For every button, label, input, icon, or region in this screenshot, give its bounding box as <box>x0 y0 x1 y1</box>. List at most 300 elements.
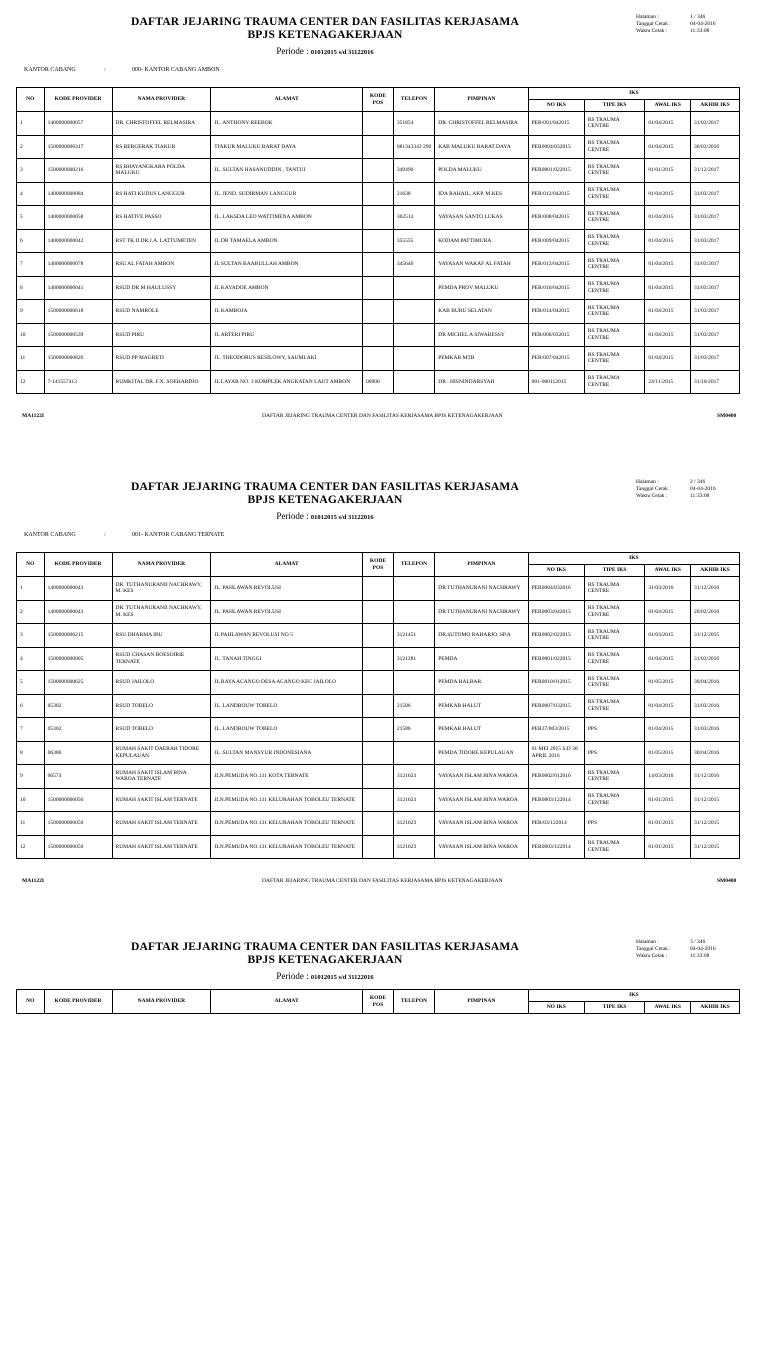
cell-telepon <box>393 276 434 300</box>
cell-no: 7 <box>17 253 45 277</box>
cell-akhir-iks: 31/03/2017 <box>691 347 740 371</box>
kantor-cabang <box>24 67 220 73</box>
kantor-sep: : <box>104 67 106 73</box>
cell-telepon: 21586 <box>393 718 434 742</box>
meta-label-tanggal: Tanggal Cetak : <box>636 946 671 952</box>
cell-kode-provider: 1500000000618 <box>44 300 112 324</box>
cell-kode-provider: 1400000000043 <box>44 577 112 601</box>
cell-telepon: 345646 <box>393 253 434 277</box>
cell-akhir-iks: 31/12/2015 <box>691 812 740 836</box>
header-telepon: TELEPON <box>393 553 434 577</box>
report-page-3 <box>0 925 768 1365</box>
table-row <box>17 206 740 230</box>
header-no: NO <box>17 88 45 112</box>
table-row <box>17 741 740 765</box>
table-row <box>17 694 740 718</box>
cell-kode-provider: 1500000000539 <box>44 323 112 347</box>
cell-nama-provider: RSU AL FATAH AMBON <box>112 253 211 277</box>
table-row <box>17 347 740 371</box>
cell-no-iks: PER0004/032016 <box>528 577 584 601</box>
cell-kode-pos <box>363 718 394 742</box>
cell-no: 9 <box>17 300 45 324</box>
cell-kode-provider: 06574 <box>44 765 112 789</box>
cell-alamat: JL. SULTAN MANSYUR INDONESIANA <box>211 741 363 765</box>
kantor-label: KANTOR CABANG <box>24 67 76 73</box>
cell-alamat: JL LAYAR NO. 3 KOMPLEK ANGKATAN LAUT AMBON <box>211 370 363 394</box>
cell-telepon <box>393 370 434 394</box>
cell-telepon <box>393 600 434 624</box>
cell-no: 9 <box>17 765 45 789</box>
cell-kode-pos <box>363 135 394 159</box>
table-row <box>17 788 740 812</box>
meta-label-waktu: Waktu Cetak : <box>636 953 668 959</box>
cell-awal-iks: 01/03/2015 <box>645 624 691 648</box>
cell-telepon: 21638 <box>393 182 434 206</box>
cell-telepon: 21586 <box>393 694 434 718</box>
cell-akhir-iks: 20/02/2016 <box>691 600 740 624</box>
cell-akhir-iks: 31/03/2017 <box>691 229 740 253</box>
periode-label: Periode : <box>276 511 309 521</box>
cell-alamat: JL. THEODORUS RESILOWY, SAUMLAKI <box>211 347 363 371</box>
cell-pimpinan: KAB MALUKU BARAT DAYA <box>435 135 528 159</box>
cell-tipe-iks: PPS <box>584 812 645 836</box>
cell-pimpinan: YAYASAN ISLAM BINA WAROA <box>435 765 528 789</box>
cell-alamat: JL. LANDBOUW TOBELO <box>211 694 363 718</box>
header-nama: NAMA PROVIDER <box>112 88 211 112</box>
table-row <box>17 647 740 671</box>
cell-telepon: 349490 <box>393 159 434 183</box>
cell-no: 1 <box>17 112 45 136</box>
cell-no-iks: PER0003/122014 <box>528 835 584 859</box>
cell-kode-provider: 1400000000084 <box>44 182 112 206</box>
header-tipe-iks: TIPE IKS <box>584 100 645 112</box>
cell-tipe-iks: RS TRAUMA CENTRE <box>584 370 645 394</box>
table-row <box>17 835 740 859</box>
cell-tipe-iks: RS TRAUMA CENTRE <box>584 647 645 671</box>
footer-title: DAFTAR JEJARING TRAUMA CENTER DAN FASILITAS KERJASAMA BPJS KETENAGAKERJAAN <box>262 413 503 419</box>
cell-tipe-iks: RS TRAUMA CENTRE <box>584 671 645 695</box>
cell-no-iks: PER/007/042015 <box>528 347 584 371</box>
cell-kode-pos <box>363 253 394 277</box>
cell-nama-provider: RUMAH SAKIT ISLAM TERNATE <box>112 788 211 812</box>
cell-pimpinan: YAYASAN ISLAM BINA WAROA <box>435 788 528 812</box>
cell-no-iks: PER0004/032015 <box>528 135 584 159</box>
cell-tipe-iks: PPS <box>584 718 645 742</box>
header-no-iks: NO IKS <box>528 100 584 112</box>
cell-nama-provider: DR. TUTHANURANII NACHRAWY, M. KES <box>112 600 211 624</box>
cell-alamat: JL SULTAN BAABULLAH AMBON <box>211 253 363 277</box>
meta-label-waktu: Waktu Cetak : <box>636 493 668 499</box>
cell-kode-pos <box>363 276 394 300</box>
cell-pimpinan: PEMDA HALBAR <box>435 671 528 695</box>
cell-nama-provider: RS BERGERAK TIAKUR <box>112 135 211 159</box>
cell-akhir-iks: 31/10/2017 <box>691 370 740 394</box>
cell-akhir-iks: 31/03/2017 <box>691 253 740 277</box>
header-iks: IKS <box>528 990 739 1002</box>
cell-pimpinan: DR TUTHANURANI NACHRAWY <box>435 577 528 601</box>
cell-kode-provider: 1500000000050 <box>44 788 112 812</box>
cell-awal-iks: 01/04/2015 <box>645 206 691 230</box>
cell-alamat: JL KAYADOE AMBON <box>211 276 363 300</box>
cell-no-iks: PER/013/042015 <box>528 253 584 277</box>
cell-kode-provider: 1500000000050 <box>44 835 112 859</box>
cell-awal-iks: 01/04/2015 <box>645 300 691 324</box>
cell-telepon: 3121623 <box>393 788 434 812</box>
header-telepon: TELEPON <box>393 88 434 112</box>
cell-kode-pos <box>363 671 394 695</box>
report-page-1 <box>0 0 768 440</box>
cell-awal-iks: 01/01/2015 <box>645 835 691 859</box>
cell-alamat: JL. JEND. SUDIRMAN LANGGUR <box>211 182 363 206</box>
header-kode: KODE PROVIDER <box>44 88 112 112</box>
header-tipe-iks: TIPE IKS <box>584 565 645 577</box>
cell-tipe-iks: RS TRAUMA CENTRE <box>584 276 645 300</box>
provider-table <box>16 989 740 1014</box>
header-kodepos: KODE POS <box>363 553 394 577</box>
cell-kode-provider: 1500000000317 <box>44 135 112 159</box>
cell-tipe-iks: RS TRAUMA CENTRE <box>584 206 645 230</box>
page-meta <box>636 939 740 960</box>
cell-alamat: JL RAYA ACANGO DESA ACANGO KEC JAILOLO <box>211 671 363 695</box>
cell-no: 11 <box>17 812 45 836</box>
periode <box>0 46 650 56</box>
meta-label-tanggal: Tanggal Cetak : <box>636 486 671 492</box>
cell-alamat: JLN.PEMUDA NO.131 KOTA TERNATE <box>211 765 363 789</box>
cell-pimpinan: PEMKAB HALUT <box>435 694 528 718</box>
cell-tipe-iks: RS TRAUMA CENTRE <box>584 229 645 253</box>
cell-no: 5 <box>17 206 45 230</box>
header-pimpinan: PIMPINAN <box>435 88 528 112</box>
cell-kode-pos <box>363 112 394 136</box>
cell-pimpinan: DR MICHEL A SIWABESSY <box>435 323 528 347</box>
cell-pimpinan: PEMDA PROV MALUKU <box>435 276 528 300</box>
cell-akhir-iks: 30/04/2016 <box>691 741 740 765</box>
header-tipe-iks: TIPE IKS <box>584 1002 645 1014</box>
cell-akhir-iks: 31/12/2016 <box>691 765 740 789</box>
cell-alamat: JL. PAHLAWAN REVOLUSI <box>211 577 363 601</box>
cell-alamat: TIAKUR MALUKU BARAT DAYA <box>211 135 363 159</box>
cell-kode-pos <box>363 300 394 324</box>
cell-akhir-iks: 31/03/2017 <box>691 276 740 300</box>
cell-no: 4 <box>17 647 45 671</box>
cell-no-iks: PER/001/042015 <box>528 112 584 136</box>
header-awal-iks: AWAL IKS <box>645 1002 691 1014</box>
cell-no-iks: PER/010/042015 <box>528 276 584 300</box>
cell-kode-pos <box>363 182 394 206</box>
cell-akhir-iks: 30/03/2016 <box>691 135 740 159</box>
cell-tipe-iks: RS TRAUMA CENTRE <box>584 300 645 324</box>
cell-akhir-iks: 31/03/2017 <box>691 323 740 347</box>
cell-alamat: JL KAMBOJA <box>211 300 363 324</box>
meta-tanggal: 04-04-2016 <box>690 486 716 492</box>
cell-alamat: JL. LAKSDA LEO WATTIMENA AMBON <box>211 206 363 230</box>
cell-no: 2 <box>17 600 45 624</box>
cell-awal-iks: 01/05/2015 <box>645 671 691 695</box>
cell-awal-iks: 31/03/2016 <box>645 577 691 601</box>
meta-tanggal: 04-04-2016 <box>690 21 716 27</box>
cell-tipe-iks: RS TRAUMA CENTRE <box>584 253 645 277</box>
cell-kode-pos <box>363 323 394 347</box>
meta-label-halaman: Halaman : <box>636 939 659 945</box>
header-alamat: ALAMAT <box>211 990 363 1014</box>
kantor-cabang <box>24 532 224 538</box>
cell-tipe-iks: RS TRAUMA CENTRE <box>584 765 645 789</box>
cell-nama-provider: RSUD TOBELO <box>112 694 211 718</box>
cell-kode-provider: 1500000000215 <box>44 624 112 648</box>
cell-kode-pos <box>363 741 394 765</box>
cell-tipe-iks: RS TRAUMA CENTRE <box>584 159 645 183</box>
header-alamat: ALAMAT <box>211 88 363 112</box>
cell-kode-provider: 1400000000041 <box>44 276 112 300</box>
cell-awal-iks: 01/04/2015 <box>645 112 691 136</box>
cell-no: 11 <box>17 347 45 371</box>
cell-alamat: JL PAHLAWAN REVOLUSI NO 5 <box>211 624 363 648</box>
meta-label-halaman: Halaman : <box>636 479 659 485</box>
cell-no-iks: PER0007/032015 <box>528 694 584 718</box>
cell-akhir-iks: 31/12/2015 <box>691 835 740 859</box>
cell-no-iks: PER0003/122014 <box>528 788 584 812</box>
cell-awal-iks: 01/04/2015 <box>645 694 691 718</box>
cell-no-iks: PER0002/012016 <box>528 765 584 789</box>
cell-no-iks: PER37/003/2015 <box>528 718 584 742</box>
document-title: DAFTAR JEJARING TRAUMA CENTER DAN FASILITAS KERJASAMA <box>130 16 519 28</box>
cell-kode-pos <box>363 647 394 671</box>
table-row <box>17 300 740 324</box>
kantor-value: 000- KANTOR CABANG AMBON <box>132 67 220 73</box>
cell-no: 7 <box>17 718 45 742</box>
cell-alamat: JLN.PEMUDA NO.131 KELURAHAN TOBOLEU TERNATE <box>211 812 363 836</box>
cell-akhir-iks: 31/03/2016 <box>691 694 740 718</box>
provider-table <box>16 552 740 859</box>
cell-telepon <box>393 347 434 371</box>
periode-value: 01012015 s/d 31122016 <box>310 514 374 521</box>
periode <box>0 971 650 981</box>
cell-no: 8 <box>17 276 45 300</box>
cell-alamat: JLN.PEMUDA NO.131 KELURAHAN TOBOLEU TERNATE <box>211 835 363 859</box>
cell-nama-provider: RS BHAYANGKARA POLDA MALUKU <box>112 159 211 183</box>
cell-akhir-iks: 31/03/2017 <box>691 206 740 230</box>
cell-tipe-iks: RS TRAUMA CENTRE <box>584 577 645 601</box>
cell-nama-provider: RUMAH SAKIT ISLAM TERNATE <box>112 835 211 859</box>
table-row <box>17 229 740 253</box>
header-awal-iks: AWAL IKS <box>645 565 691 577</box>
cell-telepon <box>393 671 434 695</box>
header-kode: KODE PROVIDER <box>44 990 112 1014</box>
cell-kode-provider: 1500000000050 <box>44 812 112 836</box>
cell-tipe-iks: RS TRAUMA CENTRE <box>584 788 645 812</box>
cell-no: 1 <box>17 577 45 601</box>
header-akhir-iks: AKHIR IKS <box>691 565 740 577</box>
cell-tipe-iks: RS TRAUMA CENTRE <box>584 182 645 206</box>
table-body <box>17 112 740 394</box>
cell-nama-provider: DR. CHRISTOFFEL RELMASIRA <box>112 112 211 136</box>
cell-alamat: JL ARTERI PIRU <box>211 323 363 347</box>
table-row <box>17 765 740 789</box>
meta-tanggal: 04-04-2016 <box>690 946 716 952</box>
cell-kode-pos <box>363 206 394 230</box>
header-pimpinan: PIMPINAN <box>435 990 528 1014</box>
cell-telepon: 362512 <box>393 206 434 230</box>
document-subtitle: BPJS KETENAGAKERJAAN <box>247 954 403 966</box>
cell-pimpinan: YAYASAN ISLAM BINA WAROA <box>435 835 528 859</box>
table-body <box>17 577 740 859</box>
header-nama: NAMA PROVIDER <box>112 553 211 577</box>
cell-telepon: 351854 <box>393 112 434 136</box>
cell-awal-iks: 01/04/2015 <box>645 182 691 206</box>
table-row <box>17 323 740 347</box>
cell-pimpinan: DR.SUTOMO RAHARJO, SP.A <box>435 624 528 648</box>
table-row <box>17 253 740 277</box>
cell-no-iks: PER0010/012015 <box>528 671 584 695</box>
cell-kode-provider: 1400000000043 <box>44 600 112 624</box>
cell-nama-provider: RST TK.II DR.J.A. LATTUMETEN <box>112 229 211 253</box>
cell-kode-provider: 1500000000005 <box>44 647 112 671</box>
cell-pimpinan: DR . HISNINDARSYAH <box>435 370 528 394</box>
meta-label-tanggal: Tanggal Cetak : <box>636 21 671 27</box>
cell-alamat: JL. PAHLAWAN REVOLUSI <box>211 600 363 624</box>
cell-alamat: JLN.PEMUDA NO.131 KELURAHAN TOBOLEU TERNATE <box>211 788 363 812</box>
cell-kode-provider: 1500000000625 <box>44 671 112 695</box>
footer-code: MA1122I <box>22 413 44 419</box>
cell-kode-pos: 00000 <box>363 370 394 394</box>
table-row <box>17 718 740 742</box>
cell-no: 3 <box>17 159 45 183</box>
header-akhir-iks: AKHIR IKS <box>691 100 740 112</box>
table-row <box>17 812 740 836</box>
header-kodepos: KODE POS <box>363 990 394 1014</box>
cell-no-iks: PER/009/042015 <box>528 229 584 253</box>
header-no-iks: NO IKS <box>528 565 584 577</box>
cell-telepon: 3121623 <box>393 835 434 859</box>
header-nama: NAMA PROVIDER <box>112 990 211 1014</box>
cell-awal-iks: 01/04/2015 <box>645 647 691 671</box>
periode <box>0 511 650 521</box>
cell-tipe-iks: RS TRAUMA CENTRE <box>584 112 645 136</box>
kantor-label: KANTOR CABANG <box>24 532 76 538</box>
cell-telepon: 3121623 <box>393 812 434 836</box>
meta-halaman: 3 / 346 <box>690 939 706 945</box>
cell-no-iks: 001-000112015 <box>528 370 584 394</box>
periode-label: Periode : <box>276 46 309 56</box>
cell-no: 4 <box>17 182 45 206</box>
cell-telepon <box>393 300 434 324</box>
cell-kode-pos <box>363 600 394 624</box>
cell-pimpinan: KODAM PATTIMURA <box>435 229 528 253</box>
cell-kode-pos <box>363 788 394 812</box>
cell-no: 5 <box>17 671 45 695</box>
cell-alamat: JL DR TAMAELA AMBON <box>211 229 363 253</box>
cell-alamat: JL. TANAH TINGGI <box>211 647 363 671</box>
report-page-2 <box>0 465 768 905</box>
cell-telepon <box>393 741 434 765</box>
cell-akhir-iks: 30/04/2016 <box>691 671 740 695</box>
cell-no-iks: PER0002/022015 <box>528 624 584 648</box>
cell-kode-pos <box>363 159 394 183</box>
cell-alamat: JL. SULTAN HASANUDDIN , TANTUI <box>211 159 363 183</box>
header-alamat: ALAMAT <box>211 553 363 577</box>
cell-no-iks: PER0001/022015 <box>528 159 584 183</box>
cell-awal-iks: 01/04/2015 <box>645 135 691 159</box>
provider-table <box>16 87 740 394</box>
cell-akhir-iks: 31/03/2017 <box>691 300 740 324</box>
cell-alamat: JL. LANDBOUW TOBELO <box>211 718 363 742</box>
cell-awal-iks: 24/11/2015 <box>645 370 691 394</box>
cell-awal-iks: 01/04/2015 <box>645 347 691 371</box>
cell-nama-provider: RSUD PP MAGRETI <box>112 347 211 371</box>
cell-awal-iks: 01/04/2015 <box>645 229 691 253</box>
cell-no: 12 <box>17 835 45 859</box>
cell-kode-pos <box>363 229 394 253</box>
document-title: DAFTAR JEJARING TRAUMA CENTER DAN FASILITAS KERJASAMA <box>130 481 519 493</box>
cell-kode-pos <box>363 835 394 859</box>
cell-telepon: 3121451 <box>393 624 434 648</box>
cell-no-iks: PER0003/042015 <box>528 600 584 624</box>
cell-tipe-iks: RS TRAUMA CENTRE <box>584 135 645 159</box>
cell-no: 12 <box>17 370 45 394</box>
cell-nama-provider: RSUD CHASAN BOESOIRIE TERNATE <box>112 647 211 671</box>
table-row <box>17 182 740 206</box>
cell-awal-iks: 01/01/2015 <box>645 812 691 836</box>
cell-pimpinan: DR TUTHANURANI NACHRAWY <box>435 600 528 624</box>
cell-nama-provider: RSUD PIRU <box>112 323 211 347</box>
kantor-sep: : <box>104 532 106 538</box>
cell-kode-provider: 1500000000216 <box>44 159 112 183</box>
header-no: NO <box>17 553 45 577</box>
kantor-value: 001- KANTOR CABANG TERNATE <box>132 532 225 538</box>
cell-nama-provider: RSUD TOBELO <box>112 718 211 742</box>
cell-telepon <box>393 577 434 601</box>
header-kode: KODE PROVIDER <box>44 553 112 577</box>
header-iks: IKS <box>528 88 739 100</box>
cell-nama-provider: RUMKITAL DR. F.X. SOEHARDJO <box>112 370 211 394</box>
header-pimpinan: PIMPINAN <box>435 553 528 577</box>
cell-pimpinan: KAB BURU SELATAN <box>435 300 528 324</box>
table-row <box>17 276 740 300</box>
cell-nama-provider: RS HATI KUDUS LANGGUR <box>112 182 211 206</box>
header-no: NO <box>17 990 45 1014</box>
cell-nama-provider: RSUD DR M HAULUSSY <box>112 276 211 300</box>
cell-kode-provider: 1400000000042 <box>44 229 112 253</box>
cell-akhir-iks: 31/03/2017 <box>691 112 740 136</box>
cell-telepon: 081343343 290 <box>393 135 434 159</box>
cell-no: 10 <box>17 788 45 812</box>
cell-telepon: 3121281 <box>393 647 434 671</box>
cell-pimpinan: PEMKAB MTB <box>435 347 528 371</box>
footer-title: DAFTAR JEJARING TRAUMA CENTER DAN FASILITAS KERJASAMA BPJS KETENAGAKERJAAN <box>262 878 503 884</box>
cell-no-iks: PER/006/032015 <box>528 323 584 347</box>
meta-waktu: 11:33:08 <box>690 493 710 499</box>
cell-telepon <box>393 323 434 347</box>
cell-pimpinan: PEMDA TIDORE KEPULAUAN <box>435 741 528 765</box>
cell-tipe-iks: RS TRAUMA CENTRE <box>584 323 645 347</box>
meta-halaman: 1 / 346 <box>690 14 706 20</box>
cell-kode-pos <box>363 765 394 789</box>
cell-telepon: 3121623 <box>393 765 434 789</box>
cell-tipe-iks: RS TRAUMA CENTRE <box>584 835 645 859</box>
cell-no-iks: 01 MEI 2015 S.D 30 APRIL 2016 <box>528 741 584 765</box>
document-title: DAFTAR JEJARING TRAUMA CENTER DAN FASILITAS KERJASAMA <box>130 941 519 953</box>
cell-nama-provider: RUMAH SAKIT ISLAM TERNATE <box>112 812 211 836</box>
header-iks: IKS <box>528 553 739 565</box>
cell-nama-provider: RUMAH SAKIT DAERAH TIDORE KEPULAUAN <box>112 741 211 765</box>
cell-pimpinan: YAYASAN SANTO LUKAS <box>435 206 528 230</box>
cell-kode-pos <box>363 694 394 718</box>
meta-label-waktu: Waktu Cetak : <box>636 28 668 34</box>
header-no-iks: NO IKS <box>528 1002 584 1014</box>
cell-nama-provider: RUMAH SAKIT ISLAM BINA WAROA TERNATE <box>112 765 211 789</box>
meta-waktu: 11:33:08 <box>690 28 710 34</box>
table-row <box>17 159 740 183</box>
